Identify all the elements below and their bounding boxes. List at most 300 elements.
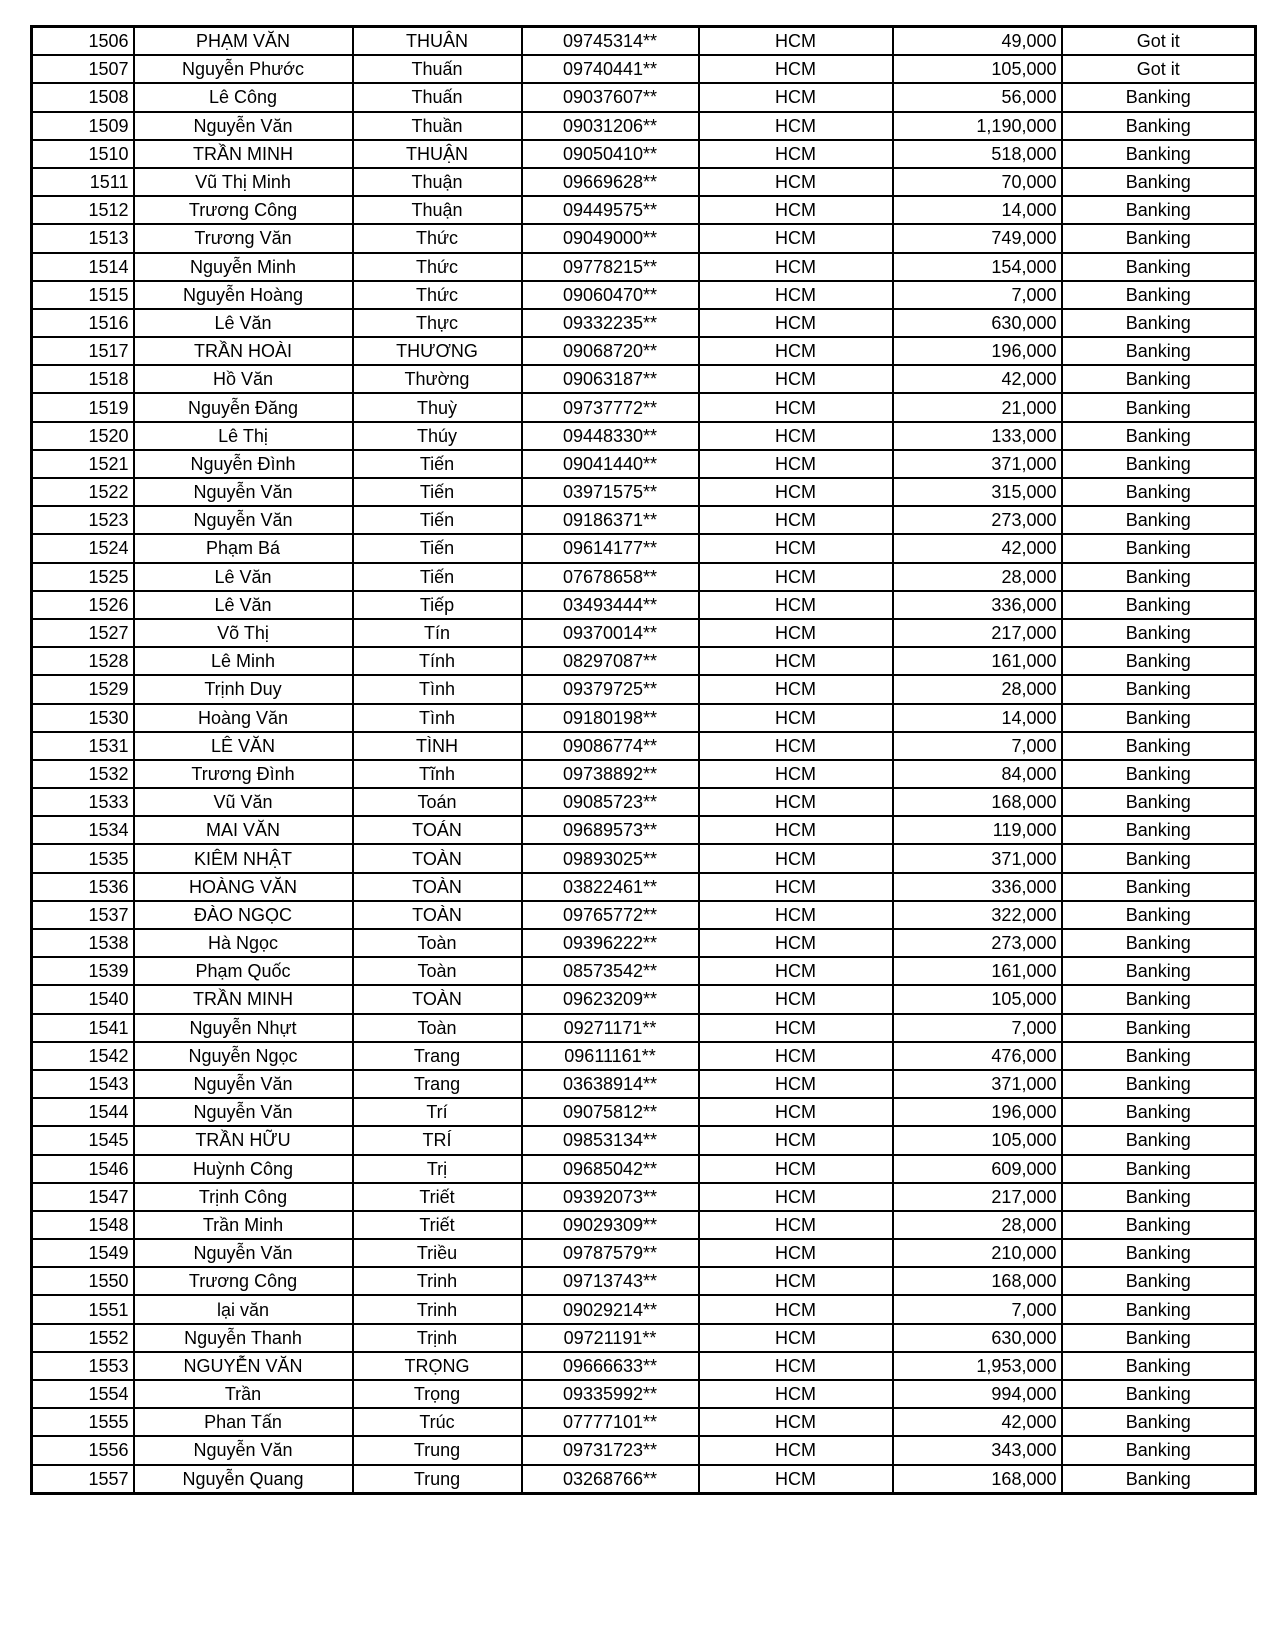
payment-table (30, 25, 1257, 1495)
cell-last-name: Thuấn (353, 83, 522, 111)
cell-status: Banking (1062, 1408, 1256, 1436)
cell-status: Banking (1062, 1014, 1256, 1042)
cell-last-name: TÌNH (353, 732, 522, 760)
cell-status: Banking (1062, 478, 1256, 506)
cell-id: 1512 (32, 196, 134, 224)
cell-first-name: Hoàng Văn (134, 704, 353, 732)
cell-last-name: THUẬN (353, 140, 522, 168)
cell-phone: 09689573** (522, 816, 699, 844)
table-row (32, 1098, 1256, 1126)
cell-location: HCM (699, 1183, 893, 1211)
cell-id: 1537 (32, 901, 134, 929)
cell-first-name: Trịnh Duy (134, 675, 353, 703)
cell-amount: 105,000 (893, 1126, 1062, 1154)
cell-first-name: Nguyễn Văn (134, 1070, 353, 1098)
table-row (32, 168, 1256, 196)
cell-status: Banking (1062, 760, 1256, 788)
cell-id: 1550 (32, 1267, 134, 1295)
cell-phone: 09085723** (522, 788, 699, 816)
cell-amount: 273,000 (893, 506, 1062, 534)
cell-id: 1549 (32, 1239, 134, 1267)
cell-id: 1508 (32, 83, 134, 111)
table-row (32, 816, 1256, 844)
cell-status: Banking (1062, 929, 1256, 957)
cell-id: 1542 (32, 1042, 134, 1070)
cell-location: HCM (699, 224, 893, 252)
cell-location: HCM (699, 168, 893, 196)
cell-first-name: Trương Công (134, 196, 353, 224)
cell-status: Banking (1062, 1070, 1256, 1098)
cell-status: Banking (1062, 1098, 1256, 1126)
cell-location: HCM (699, 253, 893, 281)
cell-phone: 09370014** (522, 619, 699, 647)
cell-id: 1555 (32, 1408, 134, 1436)
cell-amount: 70,000 (893, 168, 1062, 196)
cell-location: HCM (699, 281, 893, 309)
cell-phone: 09669628** (522, 168, 699, 196)
cell-first-name: KIÊM NHẬT (134, 844, 353, 872)
table-row (32, 844, 1256, 872)
cell-last-name: Trị (353, 1155, 522, 1183)
table-row (32, 1155, 1256, 1183)
cell-amount: 518,000 (893, 140, 1062, 168)
cell-id: 1532 (32, 760, 134, 788)
cell-id: 1507 (32, 55, 134, 83)
cell-amount: 1,953,000 (893, 1352, 1062, 1380)
cell-amount: 7,000 (893, 1014, 1062, 1042)
cell-last-name: TRỌNG (353, 1352, 522, 1380)
cell-status: Banking (1062, 1126, 1256, 1154)
cell-id: 1518 (32, 365, 134, 393)
cell-last-name: Tính (353, 647, 522, 675)
cell-phone: 09031206** (522, 112, 699, 140)
cell-phone: 09765772** (522, 901, 699, 929)
cell-amount: 105,000 (893, 985, 1062, 1013)
cell-phone: 09060470** (522, 281, 699, 309)
cell-last-name: Trang (353, 1042, 522, 1070)
cell-id: 1548 (32, 1211, 134, 1239)
cell-last-name: Tín (353, 619, 522, 647)
cell-amount: 476,000 (893, 1042, 1062, 1070)
cell-location: HCM (699, 337, 893, 365)
table-row (32, 281, 1256, 309)
cell-phone: 03822461** (522, 873, 699, 901)
cell-phone: 09623209** (522, 985, 699, 1013)
table-row (32, 788, 1256, 816)
cell-last-name: Trịnh (353, 1324, 522, 1352)
cell-location: HCM (699, 788, 893, 816)
cell-location: HCM (699, 1408, 893, 1436)
cell-id: 1519 (32, 393, 134, 421)
cell-id: 1527 (32, 619, 134, 647)
cell-first-name: Trương Đình (134, 760, 353, 788)
cell-first-name: Nguyễn Hoàng (134, 281, 353, 309)
table-body (32, 27, 1256, 1494)
cell-amount: 371,000 (893, 450, 1062, 478)
cell-phone: 09037607** (522, 83, 699, 111)
cell-first-name: Nguyễn Văn (134, 478, 353, 506)
cell-location: HCM (699, 1295, 893, 1323)
cell-first-name: Võ Thị (134, 619, 353, 647)
cell-first-name: Nguyễn Văn (134, 112, 353, 140)
table-row (32, 647, 1256, 675)
cell-status: Banking (1062, 732, 1256, 760)
cell-location: HCM (699, 27, 893, 56)
table-row (32, 393, 1256, 421)
cell-last-name: Thuỳ (353, 393, 522, 421)
cell-status: Banking (1062, 1042, 1256, 1070)
cell-phone: 09787579** (522, 1239, 699, 1267)
cell-first-name: Huỳnh Công (134, 1155, 353, 1183)
cell-amount: 371,000 (893, 1070, 1062, 1098)
cell-first-name: TRẦN HỮU (134, 1126, 353, 1154)
cell-amount: 210,000 (893, 1239, 1062, 1267)
table-row (32, 563, 1256, 591)
cell-location: HCM (699, 675, 893, 703)
cell-last-name: Tình (353, 704, 522, 732)
cell-last-name: THUÂN (353, 27, 522, 56)
cell-id: 1513 (32, 224, 134, 252)
cell-last-name: TOÀN (353, 844, 522, 872)
cell-last-name: Toàn (353, 929, 522, 957)
cell-phone: 09721191** (522, 1324, 699, 1352)
cell-location: HCM (699, 591, 893, 619)
cell-id: 1514 (32, 253, 134, 281)
cell-first-name: TRẦN MINH (134, 985, 353, 1013)
cell-first-name: Nguyễn Văn (134, 1098, 353, 1126)
cell-phone: 09029214** (522, 1295, 699, 1323)
cell-status: Banking (1062, 563, 1256, 591)
cell-amount: 28,000 (893, 675, 1062, 703)
cell-amount: 154,000 (893, 253, 1062, 281)
cell-phone: 07777101** (522, 1408, 699, 1436)
cell-phone: 09335992** (522, 1380, 699, 1408)
cell-last-name: Thức (353, 281, 522, 309)
table-row (32, 450, 1256, 478)
cell-phone: 09778215** (522, 253, 699, 281)
cell-first-name: Lê Văn (134, 591, 353, 619)
cell-first-name: Nguyễn Đình (134, 450, 353, 478)
cell-id: 1540 (32, 985, 134, 1013)
cell-amount: 322,000 (893, 901, 1062, 929)
cell-status: Banking (1062, 957, 1256, 985)
cell-first-name: Vũ Văn (134, 788, 353, 816)
cell-first-name: Nguyễn Văn (134, 1239, 353, 1267)
cell-last-name: Trang (353, 1070, 522, 1098)
cell-status: Banking (1062, 985, 1256, 1013)
cell-location: HCM (699, 619, 893, 647)
table-row (32, 337, 1256, 365)
cell-status: Banking (1062, 168, 1256, 196)
cell-first-name: TRẦN MINH (134, 140, 353, 168)
table-row (32, 83, 1256, 111)
cell-status: Banking (1062, 224, 1256, 252)
cell-status: Banking (1062, 112, 1256, 140)
cell-phone: 08297087** (522, 647, 699, 675)
cell-amount: 273,000 (893, 929, 1062, 957)
cell-id: 1531 (32, 732, 134, 760)
cell-amount: 105,000 (893, 55, 1062, 83)
cell-last-name: Trinh (353, 1267, 522, 1295)
cell-last-name: Thức (353, 253, 522, 281)
cell-amount: 28,000 (893, 1211, 1062, 1239)
cell-location: HCM (699, 450, 893, 478)
cell-id: 1526 (32, 591, 134, 619)
cell-phone: 03638914** (522, 1070, 699, 1098)
cell-phone: 09893025** (522, 844, 699, 872)
cell-status: Banking (1062, 1324, 1256, 1352)
cell-id: 1517 (32, 337, 134, 365)
cell-phone: 09449575** (522, 196, 699, 224)
table-row (32, 1126, 1256, 1154)
cell-amount: 28,000 (893, 563, 1062, 591)
cell-first-name: Trương Văn (134, 224, 353, 252)
table-row (32, 196, 1256, 224)
cell-amount: 14,000 (893, 704, 1062, 732)
cell-phone: 09666633** (522, 1352, 699, 1380)
table-row (32, 1295, 1256, 1323)
cell-id: 1515 (32, 281, 134, 309)
cell-id: 1511 (32, 168, 134, 196)
cell-id: 1553 (32, 1352, 134, 1380)
cell-phone: 09740441** (522, 55, 699, 83)
cell-phone: 03268766** (522, 1465, 699, 1494)
cell-phone: 09448330** (522, 422, 699, 450)
cell-status: Banking (1062, 1183, 1256, 1211)
cell-id: 1536 (32, 873, 134, 901)
cell-location: HCM (699, 140, 893, 168)
cell-last-name: Tiến (353, 450, 522, 478)
cell-phone: 08573542** (522, 957, 699, 985)
cell-location: HCM (699, 901, 893, 929)
cell-status: Banking (1062, 83, 1256, 111)
cell-phone: 09713743** (522, 1267, 699, 1295)
cell-location: HCM (699, 873, 893, 901)
cell-id: 1552 (32, 1324, 134, 1352)
cell-id: 1524 (32, 534, 134, 562)
cell-last-name: TOÁN (353, 816, 522, 844)
cell-phone: 07678658** (522, 563, 699, 591)
table-row (32, 873, 1256, 901)
cell-amount: 84,000 (893, 760, 1062, 788)
cell-first-name: Lê Văn (134, 309, 353, 337)
cell-first-name: Trịnh Công (134, 1183, 353, 1211)
cell-location: HCM (699, 957, 893, 985)
table-row (32, 675, 1256, 703)
cell-phone: 09745314** (522, 27, 699, 56)
cell-status: Banking (1062, 704, 1256, 732)
cell-amount: 42,000 (893, 1408, 1062, 1436)
cell-amount: 994,000 (893, 1380, 1062, 1408)
cell-phone: 09029309** (522, 1211, 699, 1239)
cell-last-name: Thuần (353, 112, 522, 140)
cell-status: Banking (1062, 140, 1256, 168)
cell-last-name: TOÀN (353, 985, 522, 1013)
table-row (32, 1070, 1256, 1098)
cell-last-name: TRÍ (353, 1126, 522, 1154)
cell-last-name: Toàn (353, 1014, 522, 1042)
cell-status: Banking (1062, 281, 1256, 309)
cell-phone: 09731723** (522, 1436, 699, 1464)
cell-status: Banking (1062, 309, 1256, 337)
cell-id: 1522 (32, 478, 134, 506)
cell-location: HCM (699, 1352, 893, 1380)
table-row (32, 253, 1256, 281)
cell-first-name: Lê Minh (134, 647, 353, 675)
cell-amount: 161,000 (893, 957, 1062, 985)
cell-id: 1528 (32, 647, 134, 675)
cell-last-name: Tiến (353, 563, 522, 591)
cell-phone: 09392073** (522, 1183, 699, 1211)
cell-amount: 168,000 (893, 1267, 1062, 1295)
cell-status: Banking (1062, 816, 1256, 844)
cell-phone: 03971575** (522, 478, 699, 506)
cell-last-name: Trung (353, 1436, 522, 1464)
cell-location: HCM (699, 55, 893, 83)
cell-first-name: Nguyễn Minh (134, 253, 353, 281)
table-row (32, 1408, 1256, 1436)
cell-id: 1520 (32, 422, 134, 450)
cell-first-name: Phạm Bá (134, 534, 353, 562)
cell-status: Banking (1062, 844, 1256, 872)
cell-location: HCM (699, 1380, 893, 1408)
cell-first-name: Lê Văn (134, 563, 353, 591)
table-row (32, 957, 1256, 985)
cell-status: Banking (1062, 901, 1256, 929)
cell-status: Banking (1062, 1295, 1256, 1323)
cell-last-name: Thuấn (353, 55, 522, 83)
cell-phone: 09186371** (522, 506, 699, 534)
cell-location: HCM (699, 1465, 893, 1494)
cell-amount: 7,000 (893, 732, 1062, 760)
cell-last-name: Tiến (353, 534, 522, 562)
cell-status: Banking (1062, 1211, 1256, 1239)
cell-last-name: Thuận (353, 196, 522, 224)
cell-location: HCM (699, 365, 893, 393)
cell-phone: 09180198** (522, 704, 699, 732)
cell-status: Got it (1062, 55, 1256, 83)
cell-status: Banking (1062, 591, 1256, 619)
table-row (32, 365, 1256, 393)
table-row (32, 985, 1256, 1013)
table-row (32, 591, 1256, 619)
cell-phone: 09379725** (522, 675, 699, 703)
cell-id: 1521 (32, 450, 134, 478)
cell-amount: 630,000 (893, 1324, 1062, 1352)
cell-last-name: Trọng (353, 1380, 522, 1408)
cell-location: HCM (699, 732, 893, 760)
table-row (32, 27, 1256, 56)
cell-status: Banking (1062, 619, 1256, 647)
table-row (32, 309, 1256, 337)
cell-amount: 336,000 (893, 591, 1062, 619)
cell-first-name: Nguyễn Thanh (134, 1324, 353, 1352)
table-row (32, 1211, 1256, 1239)
cell-id: 1557 (32, 1465, 134, 1494)
cell-id: 1510 (32, 140, 134, 168)
cell-location: HCM (699, 1070, 893, 1098)
table-row (32, 224, 1256, 252)
cell-amount: 42,000 (893, 534, 1062, 562)
cell-amount: 749,000 (893, 224, 1062, 252)
cell-last-name: Tiến (353, 478, 522, 506)
cell-last-name: TOÀN (353, 873, 522, 901)
cell-location: HCM (699, 83, 893, 111)
payment-table-container (30, 25, 1257, 1495)
cell-id: 1544 (32, 1098, 134, 1126)
cell-id: 1556 (32, 1436, 134, 1464)
cell-first-name: Trần (134, 1380, 353, 1408)
cell-location: HCM (699, 1436, 893, 1464)
cell-id: 1534 (32, 816, 134, 844)
cell-id: 1547 (32, 1183, 134, 1211)
cell-location: HCM (699, 1324, 893, 1352)
cell-location: HCM (699, 506, 893, 534)
cell-amount: 336,000 (893, 873, 1062, 901)
cell-phone: 09396222** (522, 929, 699, 957)
cell-last-name: Trung (353, 1465, 522, 1494)
cell-amount: 56,000 (893, 83, 1062, 111)
cell-last-name: Triết (353, 1183, 522, 1211)
cell-last-name: Thường (353, 365, 522, 393)
cell-id: 1551 (32, 1295, 134, 1323)
cell-status: Banking (1062, 534, 1256, 562)
cell-id: 1530 (32, 704, 134, 732)
cell-phone: 09068720** (522, 337, 699, 365)
cell-first-name: Nguyễn Quang (134, 1465, 353, 1494)
cell-id: 1525 (32, 563, 134, 591)
cell-status: Banking (1062, 1380, 1256, 1408)
cell-status: Banking (1062, 1436, 1256, 1464)
cell-first-name: Trần Minh (134, 1211, 353, 1239)
cell-first-name: Nguyễn Nhựt (134, 1014, 353, 1042)
cell-first-name: NGUYỄN VĂN (134, 1352, 353, 1380)
table-row (32, 1239, 1256, 1267)
table-row (32, 1014, 1256, 1042)
table-row (32, 1380, 1256, 1408)
cell-status: Banking (1062, 196, 1256, 224)
cell-first-name: Trương Công (134, 1267, 353, 1295)
cell-location: HCM (699, 1267, 893, 1295)
cell-first-name: Lê Công (134, 83, 353, 111)
cell-first-name: MAI VĂN (134, 816, 353, 844)
cell-first-name: Phan Tấn (134, 1408, 353, 1436)
cell-last-name: TOÀN (353, 901, 522, 929)
cell-first-name: Nguyễn Đăng (134, 393, 353, 421)
cell-amount: 315,000 (893, 478, 1062, 506)
cell-status: Banking (1062, 1155, 1256, 1183)
cell-amount: 1,190,000 (893, 112, 1062, 140)
cell-id: 1545 (32, 1126, 134, 1154)
table-row (32, 478, 1256, 506)
table-row (32, 140, 1256, 168)
cell-id: 1535 (32, 844, 134, 872)
cell-first-name: TRẦN HOÀI (134, 337, 353, 365)
cell-location: HCM (699, 1211, 893, 1239)
cell-location: HCM (699, 844, 893, 872)
cell-id: 1516 (32, 309, 134, 337)
cell-location: HCM (699, 112, 893, 140)
cell-id: 1506 (32, 27, 134, 56)
cell-location: HCM (699, 422, 893, 450)
cell-location: HCM (699, 393, 893, 421)
cell-status: Banking (1062, 873, 1256, 901)
cell-amount: 609,000 (893, 1155, 1062, 1183)
table-row (32, 1352, 1256, 1380)
cell-status: Banking (1062, 450, 1256, 478)
cell-location: HCM (699, 563, 893, 591)
table-row (32, 1183, 1256, 1211)
